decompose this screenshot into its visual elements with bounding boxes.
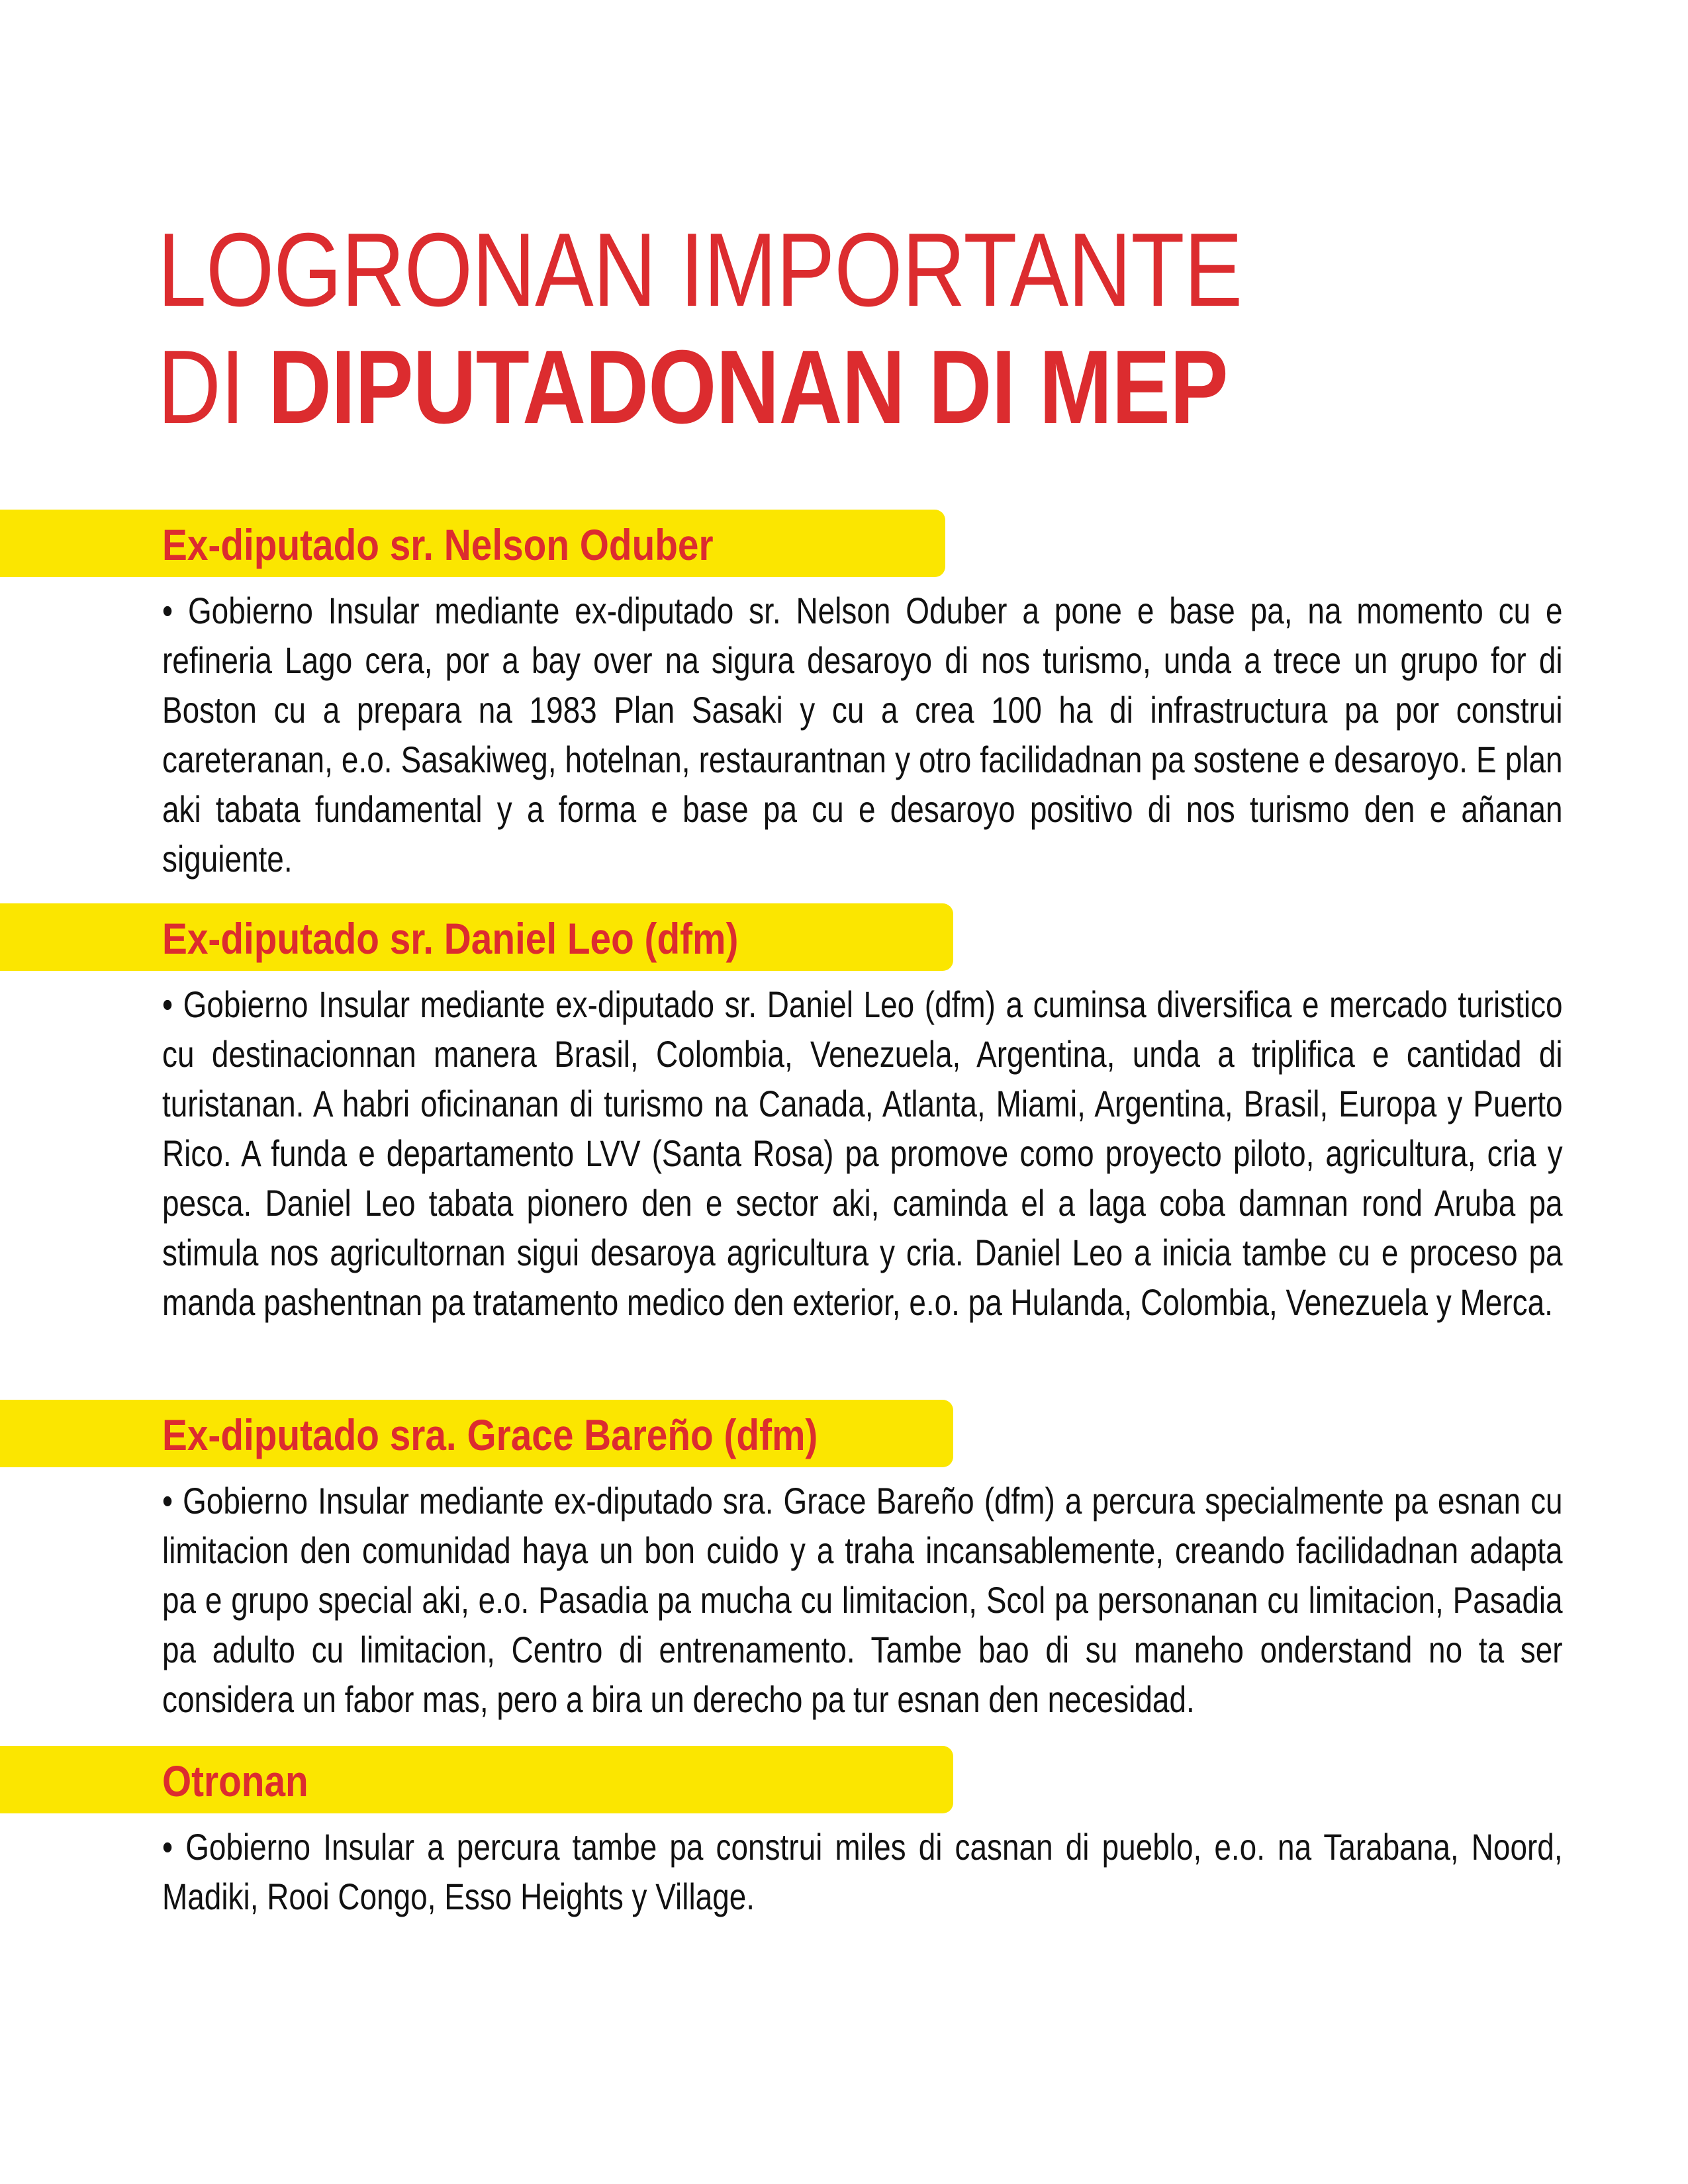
section-heading: Ex-diputado sra. Grace Bareño (dfm) bbox=[162, 1410, 818, 1459]
section-body: • Gobierno Insular mediante ex-diputado sr. Nelson Oduber a pone e base pa, na momento cu e refineria Lago cera, por a bay over na sigura desaroyo di nos turismo, unda a trece un grupo for di Boston cu a prepara na 1983 Plan Sasaki y cu a crea 100 ha di infrastructura pa por construi careteranan, e.o. Sasakiweg, hotelnan, restaurantnan y otro facilidadnan pa sostene e desaroyo. E plan aki tabata fundamental y a forma e base pa cu e desaroyo positivo di nos turismo den e añanan siguiente. bbox=[162, 590, 1563, 880]
section-body: • Gobierno Insular a percura tambe pa construi miles di casnan di pueblo, e.o. na Tarabana, Noord, Madiki, Rooi Congo, Esso Heights y Village. bbox=[162, 1826, 1563, 1917]
title-line-2-prefix: DI bbox=[158, 328, 269, 445]
section-highlight-bar bbox=[0, 1746, 953, 1813]
title-line-1: LOGRONAN IMPORTANTE bbox=[158, 212, 1243, 328]
section-body: • Gobierno Insular mediante ex-diputado sr. Daniel Leo (dfm) a cuminsa diversifica e mercado turistico cu destinacionnan manera Brasil, Colombia, Venezuela, Argentina, unda a triplifica e cantidad di turistanan. A habri oficinanan di turismo na Canada, Atlanta, Miami, Argentina, Brasil, Europa y Puerto Rico. A funda e departamento LVV (Santa Rosa) pa promove como proyecto piloto, agricultura, cria y pesca. Daniel Leo tabata pionero den e sector aki, caminda el a laga coba damnan rond Aruba pa stimula nos agricultornan sigui desaroya agricultura y cria. Daniel Leo a inicia tambe cu e proceso pa manda pashentnan pa tratamento medico den exterior, e.o. pa Hulanda, Colombia, Venezuela y Merca. bbox=[162, 983, 1563, 1323]
section-body: • Gobierno Insular mediante ex-diputado sra. Grace Bareño (dfm) a percura specialmente pa esnan cu limitacion den comunidad haya un bon cuido y a traha incansablemente, creando facilidadnan adapta pa e grupo special aki, e.o. Pasadia pa mucha cu limitacion, Scol pa personanan cu limitacion, Pasadia pa adulto cu limitacion, Centro di entrenamento. Tambe bao di su maneho onderstand no ta ser considera un fabor mas, pero a bira un derecho pa tur esnan den necesidad. bbox=[162, 1480, 1563, 1720]
section-heading: Ex-diputado sr. Daniel Leo (dfm) bbox=[162, 914, 739, 963]
title-line-2-bold: DIPUTADONAN DI MEP bbox=[268, 328, 1228, 445]
section-heading: Ex-diputado sr. Nelson Oduber bbox=[162, 520, 714, 569]
page-title bbox=[158, 212, 1242, 446]
section-heading: Otronan bbox=[162, 1756, 308, 1805]
